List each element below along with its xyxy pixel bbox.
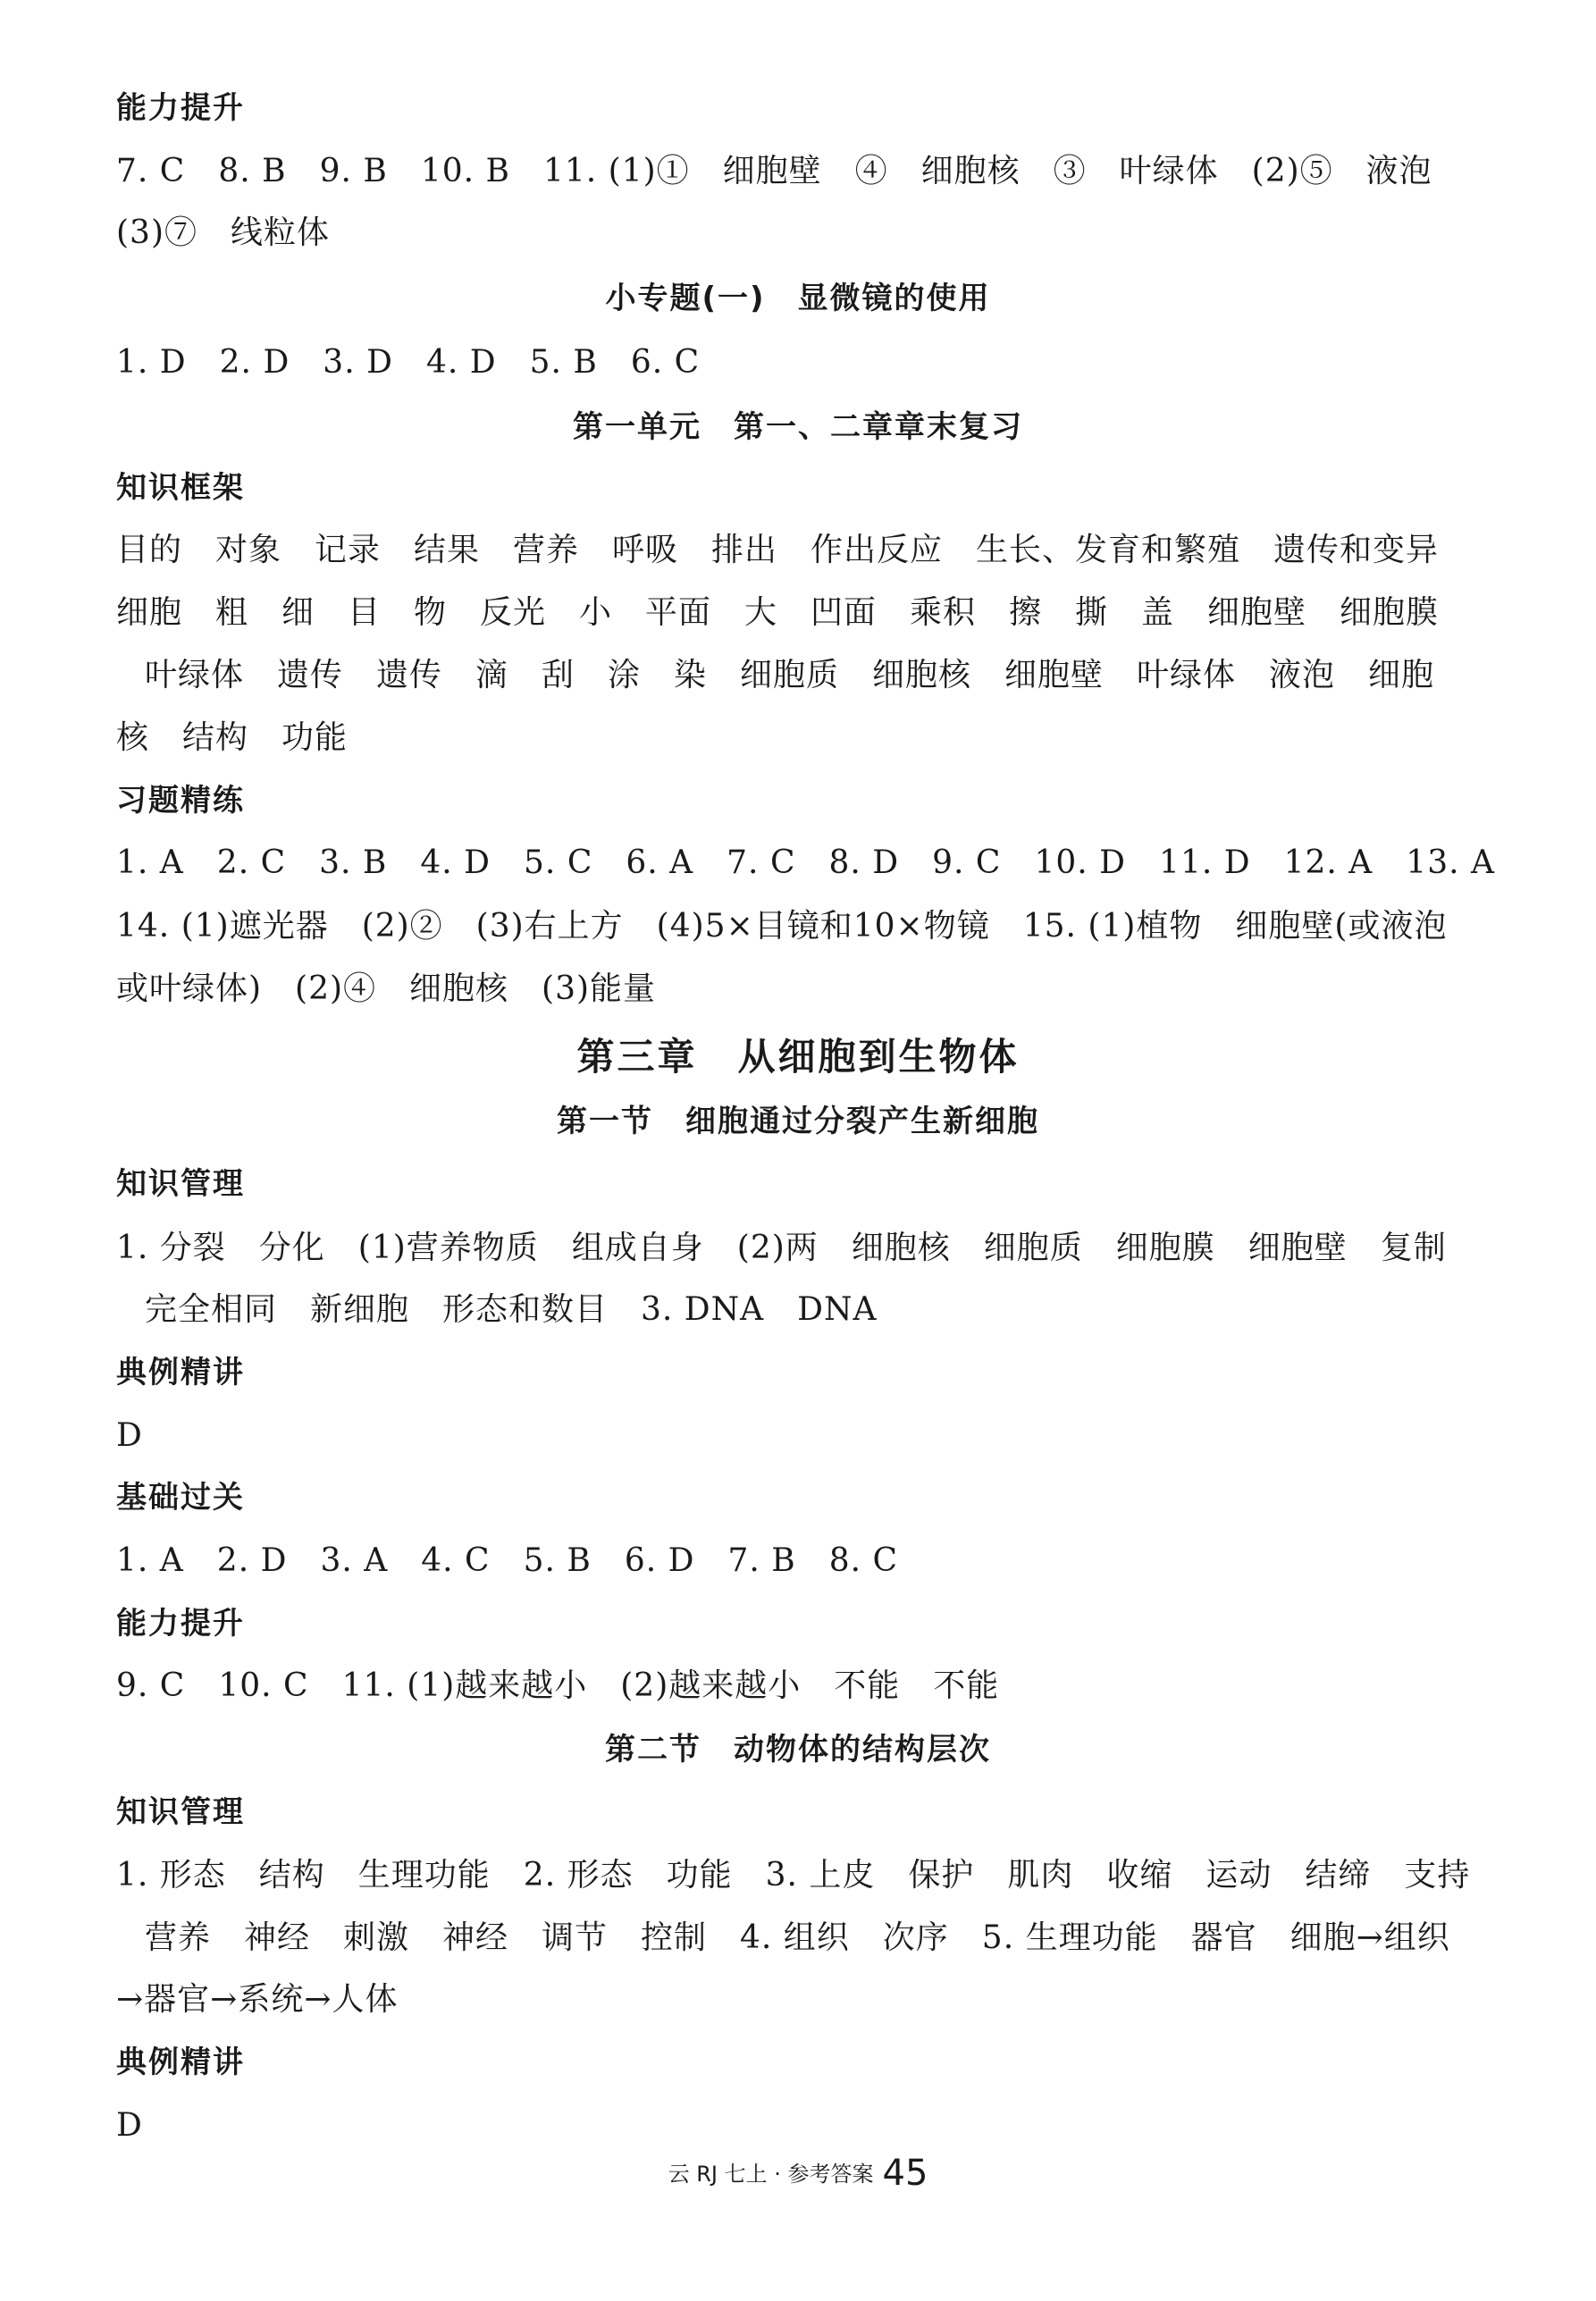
answer-line: 或叶绿体) (2)④ 细胞核 (3)能量 — [116, 970, 657, 1007]
section-label: 知识管理 — [116, 1166, 245, 1202]
answer-line: 目的 对象 记录 结果 营养 呼吸 排出 作出反应 生长、发育和繁殖 遗传和变异 — [116, 532, 1440, 568]
unit-heading: 第一单元 第一、二章章末复习 — [573, 409, 1023, 445]
footer-text: 云 RJ 七上 · 参考答案 — [668, 2162, 874, 2187]
answer-line: 1. 分裂 分化 (1)营养物质 组成自身 (2)两 细胞核 细胞质 细胞膜 细胞壁 复制 — [116, 1230, 1447, 1266]
answer-line: D — [116, 2107, 143, 2144]
answer-line: 1. 形态 结构 生理功能 2. 形态 功能 3. 上皮 保护 肌肉 收缩 运动 结缔 支持 — [116, 1857, 1471, 1894]
section-label: 能力提升 — [116, 1606, 245, 1642]
answer-line: (3)⑦ 线粒体 — [116, 214, 330, 251]
section-label: 典例精讲 — [116, 2045, 245, 2080]
answer-line: 1. D 2. D 3. D 4. D 5. B 6. C — [116, 344, 701, 381]
section-label: 知识框架 — [116, 470, 245, 506]
answer-line: 细胞 粗 细 目 物 反光 小 平面 大 凹面 乘积 擦 撕 盖 细胞壁 细胞膜 — [116, 594, 1440, 631]
answer-line: 7. C 8. B 9. B 10. B 11. (1)① 细胞壁 ④ 细胞核 ③ 叶绿体 (2)⑤ 液泡 — [116, 153, 1432, 189]
answer-line: →器官→系统→人体 — [116, 1981, 399, 2018]
answer-line: 1. A 2. C 3. B 4. D 5. C 6. A 7. C 8. D 9. C 10. D 11. D 12. A 13. A — [116, 844, 1495, 881]
section-label: 习题精练 — [116, 783, 245, 819]
answer-line: 叶绿体 遗传 遗传 滴 刮 涂 染 细胞质 细胞核 细胞壁 叶绿体 液泡 细胞 — [145, 657, 1435, 693]
chapter-heading: 第三章 从细胞到生物体 — [576, 1035, 1020, 1079]
answer-line: 1. A 2. D 3. A 4. C 5. B 6. D 7. B 8. C — [116, 1542, 899, 1579]
page-number: 45 — [882, 2153, 928, 2194]
section-label: 能力提升 — [116, 90, 245, 126]
section-label: 知识管理 — [116, 1794, 245, 1830]
topic-heading: 小专题(一) 显微镜的使用 — [605, 281, 991, 316]
section-heading: 第二节 动物体的结构层次 — [605, 1732, 991, 1768]
answer-line: D — [116, 1417, 143, 1454]
answer-line: 营养 神经 刺激 神经 调节 控制 4. 组织 次序 5. 生理功能 器官 细胞→组织 — [145, 1919, 1450, 1956]
answer-line: 核 结构 功能 — [116, 719, 349, 756]
page-footer — [0, 2155, 1596, 2192]
answer-line: 完全相同 新细胞 形态和数目 3. DNA DNA — [145, 1291, 878, 1328]
section-label: 典例精讲 — [116, 1355, 245, 1390]
section-heading: 第一节 细胞通过分裂产生新细胞 — [557, 1104, 1039, 1139]
answer-line: 14. (1)遮光器 (2)② (3)右上方 (4)5×目镜和10×物镜 15. (1)植物 细胞壁(或液泡 — [116, 908, 1448, 945]
section-label: 基础过关 — [116, 1480, 245, 1516]
answer-line: 9. C 10. C 11. (1)越来越小 (2)越来越小 不能 不能 — [116, 1667, 1000, 1704]
